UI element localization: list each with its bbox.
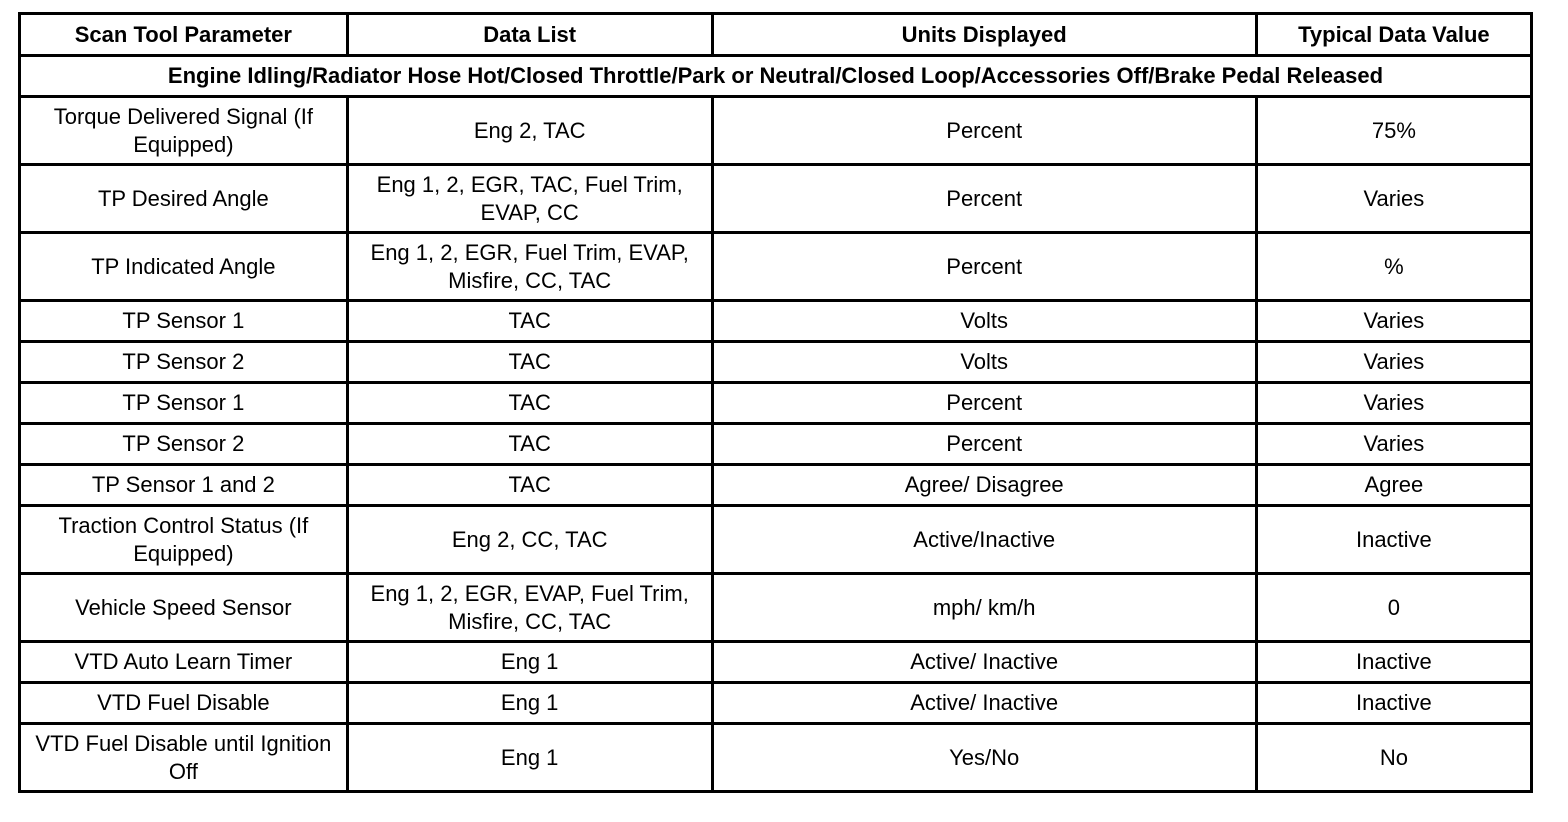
typical-value-cell: Varies	[1256, 301, 1531, 342]
parameter-cell: Torque Delivered Signal (If Equipped)	[20, 97, 348, 165]
units-cell: Volts	[712, 342, 1256, 383]
units-cell: Active/ Inactive	[712, 642, 1256, 683]
data-list-cell: Eng 1	[347, 642, 712, 683]
parameter-cell: VTD Auto Learn Timer	[20, 642, 348, 683]
header-units-displayed: Units Displayed	[712, 14, 1256, 56]
parameter-cell: TP Sensor 1	[20, 383, 348, 424]
typical-value-cell: Varies	[1256, 165, 1531, 233]
condition-row	[20, 56, 1532, 97]
units-cell: Volts	[712, 301, 1256, 342]
units-cell: Active/ Inactive	[712, 683, 1256, 724]
data-list-cell: TAC	[347, 424, 712, 465]
parameter-cell: TP Indicated Angle	[20, 233, 348, 301]
data-list-cell: Eng 2, CC, TAC	[347, 506, 712, 574]
header-typical-data-value: Typical Data Value	[1256, 14, 1531, 56]
parameter-cell: TP Desired Angle	[20, 165, 348, 233]
typical-value-cell: Inactive	[1256, 642, 1531, 683]
units-cell: Active/Inactive	[712, 506, 1256, 574]
scan-tool-data-table-container	[18, 12, 1533, 793]
data-list-cell: Eng 1	[347, 724, 712, 792]
table-row	[20, 574, 1532, 642]
header-scan-tool-parameter: Scan Tool Parameter	[20, 14, 348, 56]
typical-value-cell: Varies	[1256, 342, 1531, 383]
typical-value-cell: 0	[1256, 574, 1531, 642]
data-list-cell: TAC	[347, 301, 712, 342]
table-row	[20, 424, 1532, 465]
data-list-cell: Eng 1, 2, EGR, EVAP, Fuel Trim, Misfire, CC, TAC	[347, 574, 712, 642]
data-list-cell: Eng 1	[347, 683, 712, 724]
typical-value-cell: Inactive	[1256, 506, 1531, 574]
typical-value-cell: No	[1256, 724, 1531, 792]
table-row	[20, 724, 1532, 792]
table-row	[20, 683, 1532, 724]
condition-text: Engine Idling/Radiator Hose Hot/Closed Throttle/Park or Neutral/Closed Loop/Accessories Off/Brake Pedal Released	[20, 56, 1532, 97]
units-cell: Agree/ Disagree	[712, 465, 1256, 506]
parameter-cell: TP Sensor 2	[20, 342, 348, 383]
units-cell: Percent	[712, 165, 1256, 233]
parameter-cell: VTD Fuel Disable until Ignition Off	[20, 724, 348, 792]
data-list-cell: TAC	[347, 342, 712, 383]
parameter-cell: Traction Control Status (If Equipped)	[20, 506, 348, 574]
scan-tool-data-table	[18, 12, 1533, 793]
data-list-cell: TAC	[347, 465, 712, 506]
data-list-cell: Eng 2, TAC	[347, 97, 712, 165]
units-cell: Percent	[712, 383, 1256, 424]
units-cell: Percent	[712, 424, 1256, 465]
typical-value-cell: Varies	[1256, 424, 1531, 465]
table-row	[20, 383, 1532, 424]
parameter-cell: VTD Fuel Disable	[20, 683, 348, 724]
table-row	[20, 465, 1532, 506]
units-cell: Percent	[712, 233, 1256, 301]
table-row	[20, 342, 1532, 383]
units-cell: Yes/No	[712, 724, 1256, 792]
table-row	[20, 97, 1532, 165]
table-row	[20, 233, 1532, 301]
parameter-cell: TP Sensor 1 and 2	[20, 465, 348, 506]
typical-value-cell: 75%	[1256, 97, 1531, 165]
typical-value-cell: Agree	[1256, 465, 1531, 506]
header-row	[20, 14, 1532, 56]
parameter-cell: TP Sensor 1	[20, 301, 348, 342]
units-cell: mph/ km/h	[712, 574, 1256, 642]
typical-value-cell: Inactive	[1256, 683, 1531, 724]
data-list-cell: TAC	[347, 383, 712, 424]
table-row	[20, 506, 1532, 574]
typical-value-cell: %	[1256, 233, 1531, 301]
table-row	[20, 642, 1532, 683]
units-cell: Percent	[712, 97, 1256, 165]
typical-value-cell: Varies	[1256, 383, 1531, 424]
parameter-cell: TP Sensor 2	[20, 424, 348, 465]
data-list-cell: Eng 1, 2, EGR, TAC, Fuel Trim, EVAP, CC	[347, 165, 712, 233]
data-list-cell: Eng 1, 2, EGR, Fuel Trim, EVAP, Misfire, CC, TAC	[347, 233, 712, 301]
parameter-cell: Vehicle Speed Sensor	[20, 574, 348, 642]
table-row	[20, 301, 1532, 342]
table-row	[20, 165, 1532, 233]
header-data-list: Data List	[347, 14, 712, 56]
